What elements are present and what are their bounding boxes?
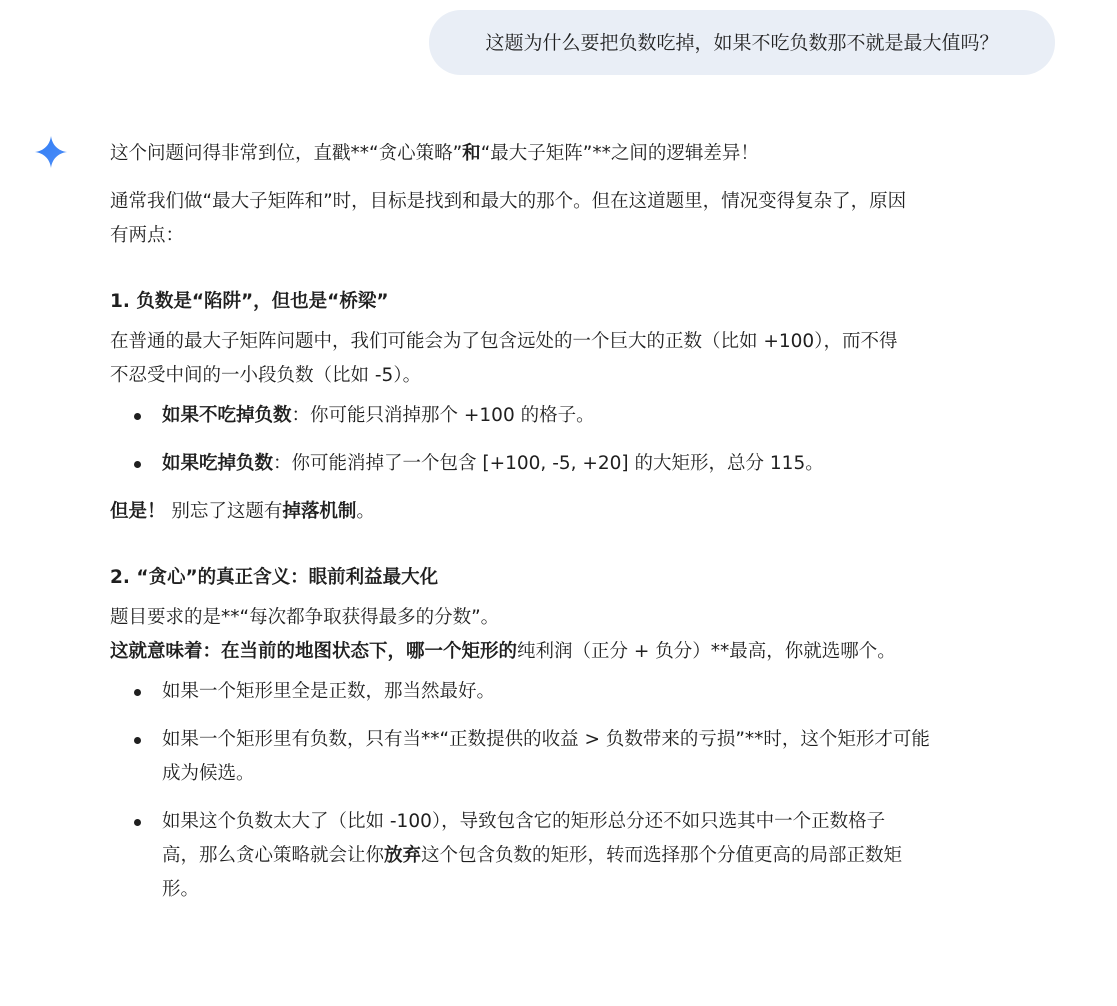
list-item xyxy=(110,723,1070,791)
warning-text-d: 。 xyxy=(356,501,375,522)
section2-line2-rest: 纯利润（正分 + 负分）**最高，你就选哪个。 xyxy=(517,641,896,662)
user-message-text: 这题为什么要把负数吃掉，如果不吃负数那不就是最大值吗？ xyxy=(485,31,999,54)
section2-heading: 2. “贪心”的真正含义：眼前利益最大化 xyxy=(110,567,439,588)
bullet-dot xyxy=(134,689,141,696)
para1-line1: 通常我们做“最大子矩阵和”时，目标是找到和最大的那个。但在这道题里，情况变得复杂了，原因 xyxy=(110,191,907,212)
para1-line2: 有两点： xyxy=(110,225,185,246)
warning-bold-a: 但是！ xyxy=(110,501,166,522)
section2-line2-bold: 这就意味着：在当前的地图状态下，哪一个矩形的 xyxy=(110,641,518,662)
bullet-text-line3: 形。 xyxy=(162,879,200,900)
section2-bullet-list xyxy=(110,675,1070,907)
gemini-sparkle-icon xyxy=(33,134,69,170)
bullet-text: 如果一个矩形里全是正数，那当然最好。 xyxy=(162,681,496,702)
bullet-text-line2 xyxy=(162,839,1070,873)
intro-paragraph xyxy=(110,137,1070,171)
section1-bullet-list xyxy=(110,399,1070,481)
list-item xyxy=(110,675,1070,709)
list-item xyxy=(110,399,1070,433)
assistant-response xyxy=(110,137,1070,921)
intro-text-a: 这个问题问得非常到位，直戳**“贪心策略” xyxy=(110,143,463,164)
intro-text-c: “最大子矩阵”**之间的逻辑差异！ xyxy=(480,143,759,164)
bullet-text: ：你可能只消掉那个 +100 的格子。 xyxy=(291,405,595,426)
warning-bold-c: 掉落机制 xyxy=(282,501,357,522)
bullet-text-line2: 成为候选。 xyxy=(162,763,255,784)
section1-line2: 不忍受中间的一小段负数（比如 -5）。 xyxy=(110,365,422,386)
bullet-dot xyxy=(134,819,141,826)
section1-heading: 1. 负数是“陷阱”，但也是“桥梁” xyxy=(110,291,389,312)
section2-line2 xyxy=(110,635,1070,669)
bullet-text-line1: 如果这个负数太大了（比如 -100），导致包含它的矩形总分还不如只选其中一个正数格子 xyxy=(162,811,886,832)
bullet-text-part-a: 高，那么贪心策略就会让你 xyxy=(162,845,385,866)
bullet-bold-text: 放弃 xyxy=(384,845,422,866)
bullet-text-line1: 如果一个矩形里有负数，只有当**“正数提供的收益 > 负数带来的亏损”**时，这个矩形才可能 xyxy=(162,729,930,750)
bullet-text: ：你可能消掉了一个包含 [+100, -5, +20] 的大矩形，总分 115。 xyxy=(273,453,824,474)
bullet-dot xyxy=(134,737,141,744)
section1-line1: 在普通的最大子矩阵问题中，我们可能会为了包含远处的一个巨大的正数（比如 +100），而不得 xyxy=(110,331,898,352)
bullet-dot xyxy=(134,413,141,420)
user-message-bubble xyxy=(429,10,1055,75)
bullet-bold-text: 如果不吃掉负数 xyxy=(162,405,292,426)
section2-line1: 题目要求的是**“每次都争取获得最多的分数”。 xyxy=(110,607,500,628)
list-item xyxy=(110,805,1070,907)
list-item xyxy=(110,447,1070,481)
bullet-text-part-c: 这个包含负数的矩形，转而选择那个分值更高的局部正数矩 xyxy=(421,845,903,866)
bullet-dot xyxy=(134,461,141,468)
bullet-bold-text: 如果吃掉负数 xyxy=(162,453,274,474)
warning-text-b: 别忘了这题有 xyxy=(165,501,283,522)
intro-text-bold: 和 xyxy=(462,143,481,164)
warning-line xyxy=(110,495,1070,529)
